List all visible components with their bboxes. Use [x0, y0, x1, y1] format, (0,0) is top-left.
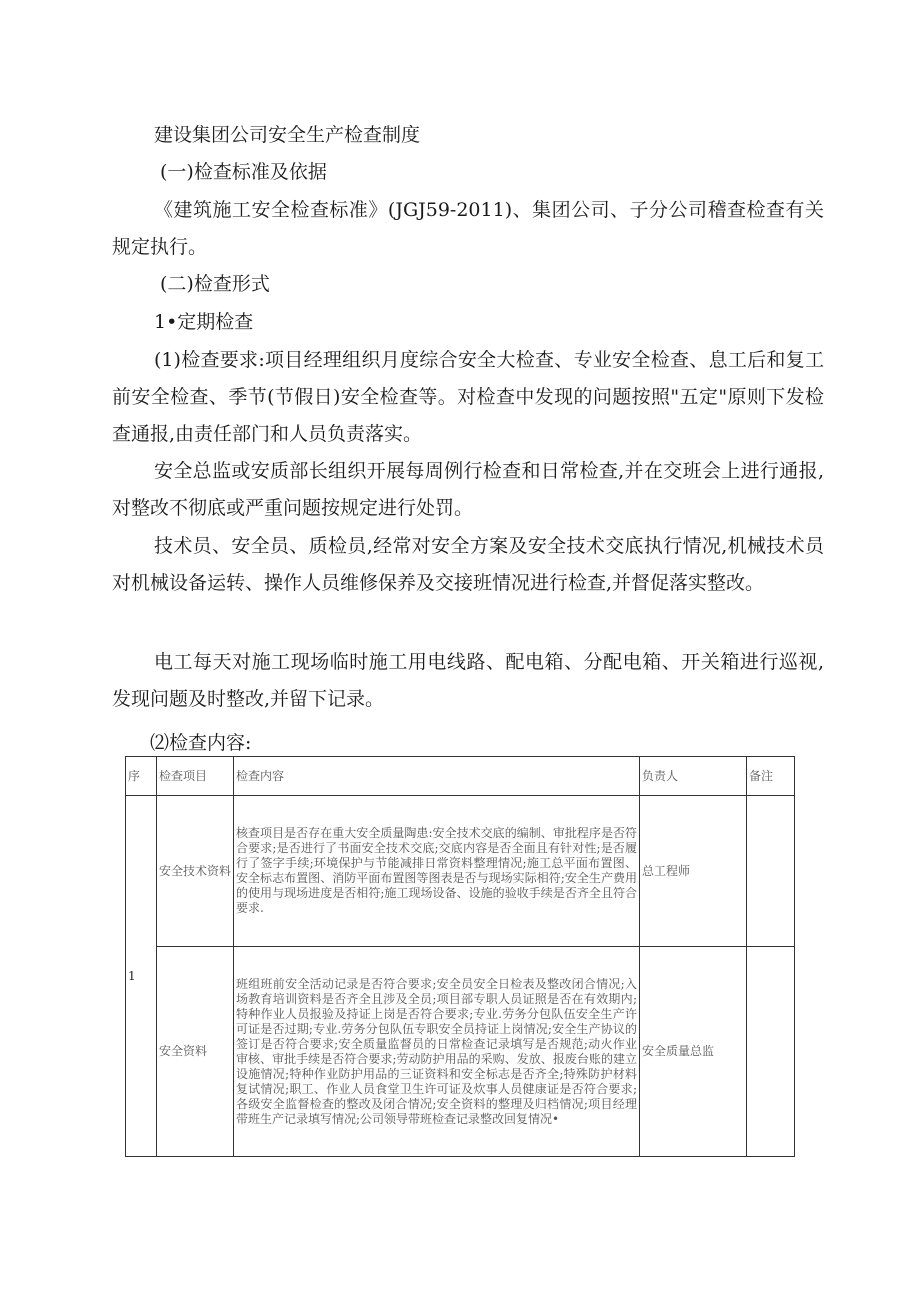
table-row — [126, 947, 795, 1157]
header-content: 检查内容 — [234, 757, 640, 796]
group-seq-cell: 1 — [126, 796, 157, 1157]
requirements-paragraph: (1)检查要求:项目经理组织月度综合安全大检查、专业安全检查、息工后和复工前安全检查、季节(节假日)安全检查等。对检查中发现的问题按照"五定"原则下发检查通报,由责任部门和人员负责落实。 — [112, 349, 824, 445]
electrician-check-paragraph: 电工每天对施工现场临时施工用电线路、配电箱、分配电箱、开关箱进行巡视,发现问题及时整改,并留下记录。 — [112, 651, 824, 710]
content-cell: 核查项目是否存在重大安全质量陶患:安全技术交底的编制、审批程序是否符合要求;是否进行了书面安全技术交底;交底内容是否全面且有针对性;是否履行了签字手续;环境保护与节能减排日常资料整理情况;施工总平面布置图、安全标志布置图、消防平面布置图等图表是否与现场实际相符;安全生产费用的使用与现场进度是否相符;施工现场设备、设施的验收手续是否齐全且符合要求. — [234, 796, 640, 947]
header-remark: 备注 — [747, 757, 795, 796]
technician-check-paragraph: 技术员、安全员、质检员,经常对安全方案及安全技术交底执行情况,机械技术员对机械设备运转、操作人员维修保养及交接班情况进行检查,并督促落实整改。 — [112, 535, 824, 594]
table-caption: ⑵检查内容: — [150, 732, 252, 754]
header-item: 检查项目 — [157, 757, 234, 796]
remark-cell — [747, 947, 795, 1157]
item-cell: 安全技术资料 — [157, 796, 234, 947]
weekly-check-paragraph: 安全总监或安质部长组织开展每周例行检查和日常检查,并在交班会上进行通报,对整改不彻底或严重问题按规定进行处罚。 — [112, 460, 824, 519]
content-cell: 班组班前安全活动记录是否符合要求;安全员安全日检表及整改闭合情况;入场教育培训资料是否齐全且涉及全员;项目部专职人员证照是否在有效期内;特种作业人员报验及持证上岗是否符合要求;专业.劳务分包队伍安全生产许可证是否过期;专业.劳务分包队伍专职安全员持证上岗情况;安全生产协议的签订是否符合要求;安全质量监督员的日常检查记录填写是否规范;动火作业审核、审批手续是否符合要求;劳动防护用品的采购、发放、报废台账的建立设施情况;特种作业防护用品的三证资料和安全标志是否齐全;特殊防护材料复试情况;职工、作业人员食堂卫生许可证及炊事人员健康证是否符合要求;各级安全监督检查的整改及闭合情况;安全资料的整理及归档情况;项目经理带班生产记录填写情况;公司领导带班检查记录整改回复情况• — [234, 947, 640, 1157]
section-heading-standards: (一)检查标准及依据 — [160, 161, 327, 183]
header-seq: 序 — [126, 757, 157, 796]
inspection-content-table — [125, 756, 795, 1157]
table-row — [126, 796, 795, 947]
item-cell: 安全资料 — [157, 947, 234, 1157]
section-heading-forms: (二)检查形式 — [160, 273, 270, 295]
table-header-row — [126, 757, 795, 796]
document-title: 建设集团公司安全生产检查制度 — [154, 124, 421, 146]
subsection-heading-regular-check: 1•定期检查 — [154, 311, 254, 333]
standards-paragraph: 《建筑施工安全检查标准》(JGJ59-2011)、集团公司、子分公司稽查检查有关规定执行。 — [112, 199, 824, 258]
owner-cell: 安全质量总监 — [640, 947, 747, 1157]
header-owner: 负责人 — [640, 757, 747, 796]
owner-cell: 总工程师 — [640, 796, 747, 947]
remark-cell — [747, 796, 795, 947]
